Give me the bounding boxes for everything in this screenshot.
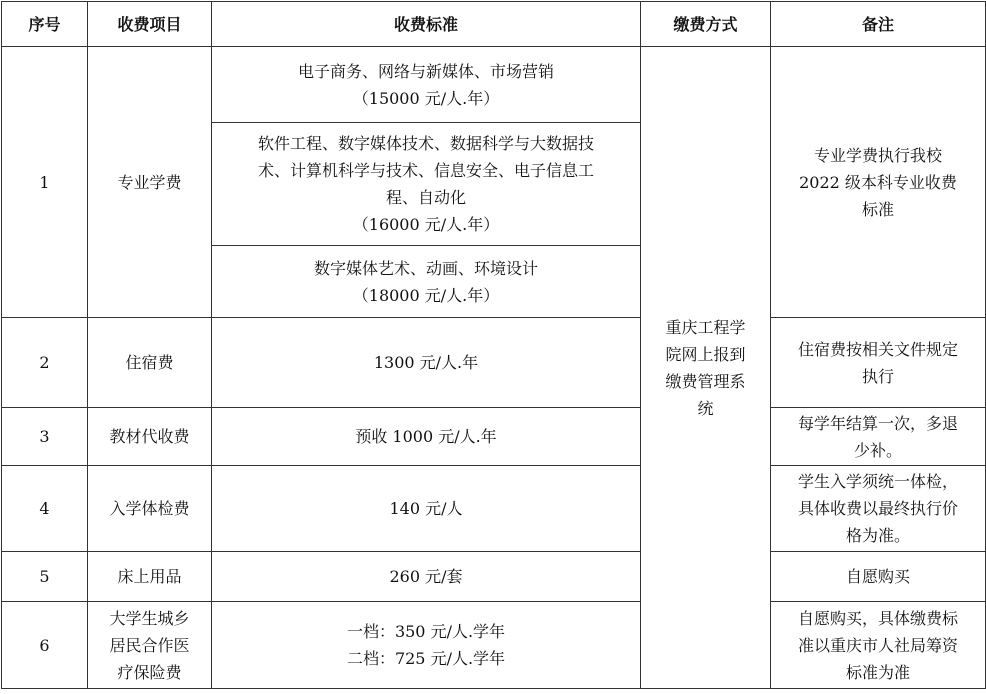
header-standard: 收费标准 — [212, 2, 641, 47]
row-number: 3 — [2, 408, 88, 466]
row-number: 4 — [2, 466, 88, 552]
fee-item — [88, 466, 212, 552]
fee-line: 程、自动化 — [385, 188, 466, 207]
row-number: 1 — [2, 47, 88, 318]
note-line: 每学年结算一次，多退 — [797, 413, 958, 433]
note — [771, 47, 986, 318]
fee-line: 电子商务、网络与新媒体、市场营销 — [297, 61, 554, 81]
fee-standard — [212, 466, 641, 552]
fee-line: 260 元/套 — [389, 567, 463, 586]
header-note: 备注 — [771, 2, 986, 47]
table-row — [2, 466, 986, 552]
note — [771, 318, 986, 408]
fee-line: 140 元/人 — [389, 499, 463, 518]
note — [771, 466, 986, 552]
header-payment: 缴费方式 — [641, 2, 771, 47]
fee-line: 预收 1000 元/人.年 — [355, 427, 497, 446]
note-line: 格为准。 — [845, 526, 910, 545]
table-row — [2, 47, 986, 123]
note-line: 准以重庆市人社局筹资 — [797, 635, 958, 655]
fee-standard — [212, 552, 641, 602]
fee-line: 数字媒体艺术、动画、环境设计 — [313, 258, 538, 278]
note-line: 住宿费按相关文件规定 — [797, 339, 958, 359]
table-row — [2, 552, 986, 602]
item-line: 入学体检费 — [109, 499, 190, 518]
note — [771, 602, 986, 689]
note-line: 学生入学须统一体检， — [797, 472, 958, 491]
fee-line: 一档：350 元/人.学年 — [346, 622, 506, 641]
note-line: 自愿购买 — [845, 567, 910, 586]
fee-item — [88, 552, 212, 602]
table-row — [2, 318, 986, 408]
payment-line: 院网上报到 — [665, 344, 746, 364]
fee-standard — [212, 47, 641, 123]
row-number: 5 — [2, 552, 88, 602]
note-line: 标准 — [861, 199, 894, 219]
note-line: 少补。 — [853, 440, 902, 460]
fee-line: 软件工程、数字媒体技术、数据科学与大数据技 — [257, 134, 594, 153]
payment-line: 重庆工程学 — [665, 317, 746, 337]
note-line: 执行 — [861, 366, 894, 386]
fee-standard — [212, 408, 641, 466]
row-number: 6 — [2, 602, 88, 689]
fee-line: （18000 元/人.年） — [352, 285, 500, 305]
fee-line: 术、计算机科学与技术、信息安全、电子信息工 — [257, 161, 594, 180]
fee-standard — [212, 123, 641, 246]
table-row — [2, 408, 986, 466]
fee-line: 二档：725 元/人.学年 — [346, 649, 506, 668]
fee-item — [88, 602, 212, 689]
payment-method — [641, 47, 771, 689]
fee-item — [88, 408, 212, 466]
header-item: 收费项目 — [88, 2, 212, 47]
note — [771, 552, 986, 602]
fee-standard — [212, 246, 641, 318]
fee-item: 专业学费 — [88, 47, 212, 318]
fee-table — [1, 1, 986, 689]
item-line: 教材代收费 — [109, 427, 190, 446]
table-row — [2, 602, 986, 689]
fee-item — [88, 318, 212, 408]
note — [771, 408, 986, 466]
fee-line: （15000 元/人.年） — [352, 88, 500, 108]
note-line: 专业学费执行我校 — [813, 145, 942, 165]
note-line: 自愿购买，具体缴费标 — [797, 608, 958, 628]
row-number: 2 — [2, 318, 88, 408]
note-line: 标准为准 — [845, 662, 910, 682]
header-no: 序号 — [2, 2, 88, 47]
item-line: 疗保险费 — [117, 662, 182, 682]
item-line: 住宿费 — [125, 353, 174, 372]
fee-standard — [212, 602, 641, 689]
fee-line: （16000 元/人.年） — [352, 215, 500, 234]
fee-line: 1300 元/人.年 — [373, 353, 479, 372]
fee-standard — [212, 318, 641, 408]
item-line: 居民合作医 — [109, 635, 190, 655]
note-line: 2022 级本科专业收费 — [799, 172, 957, 192]
item-line: 大学生城乡 — [109, 608, 190, 628]
payment-line: 统 — [697, 398, 714, 418]
payment-line: 缴费管理系 — [665, 371, 746, 391]
item-line: 床上用品 — [117, 567, 182, 586]
header-row — [2, 2, 986, 47]
note-line: 具体收费以最终执行价 — [797, 499, 958, 518]
